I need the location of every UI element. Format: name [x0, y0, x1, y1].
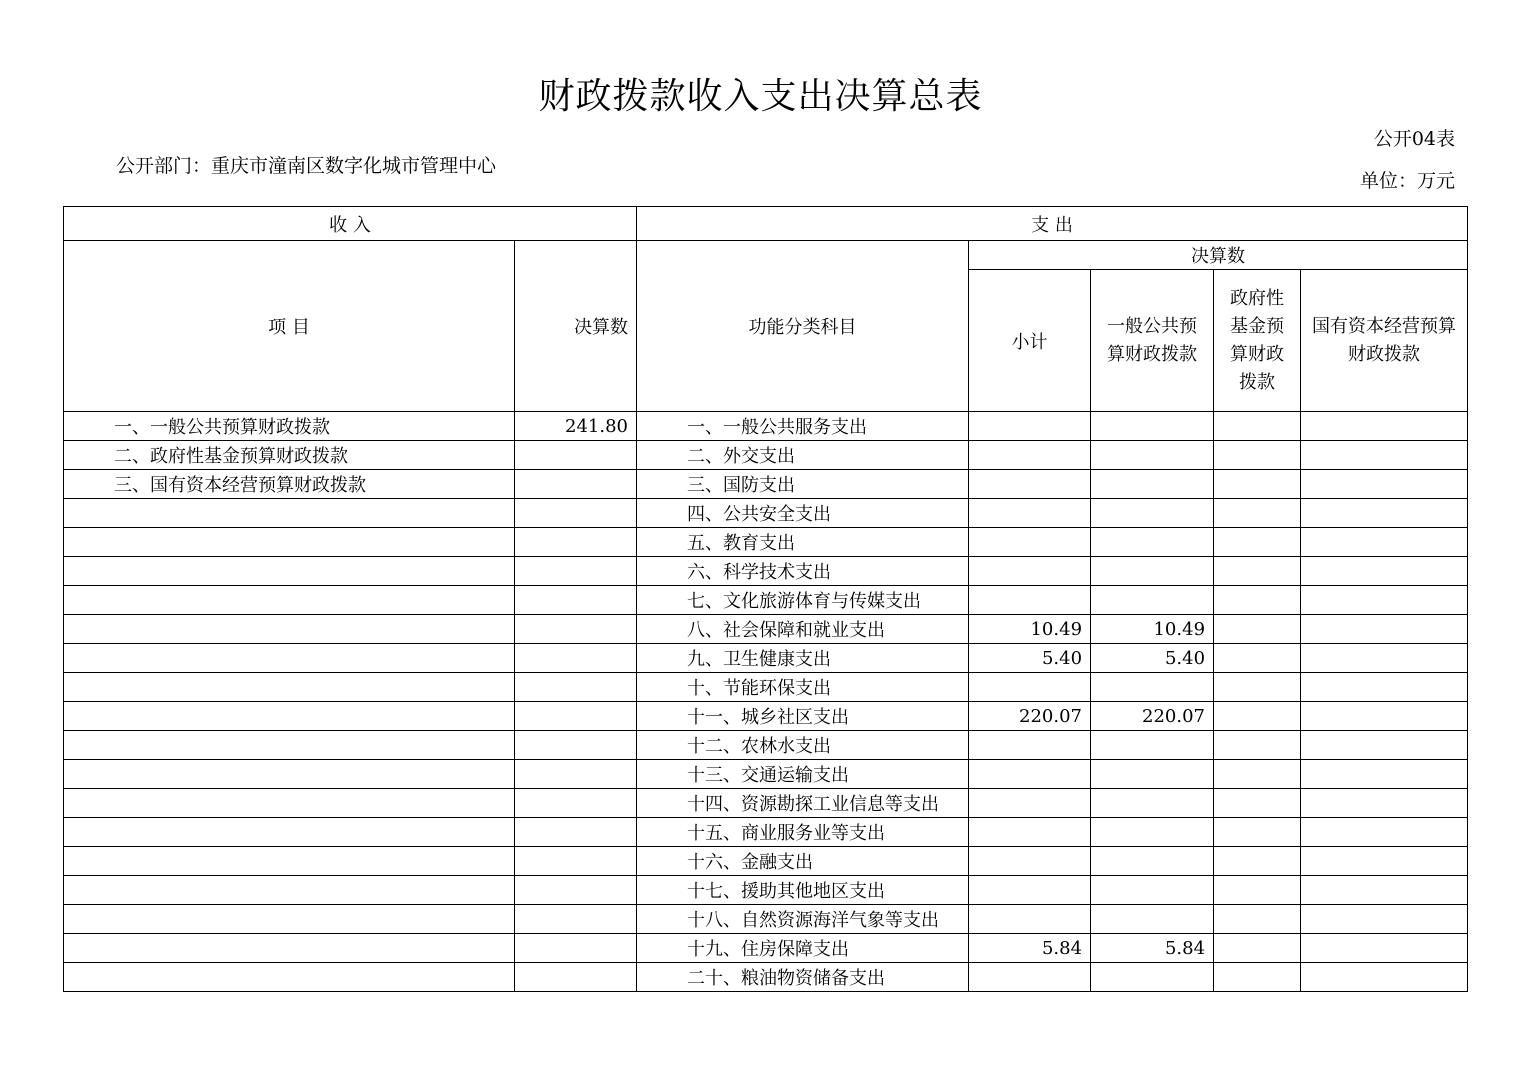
table-row — [64, 586, 1468, 615]
income-amount-header: 决算数 — [515, 241, 637, 412]
table-row — [64, 499, 1468, 528]
page-title: 财政拨款收入支出决算总表 — [538, 76, 983, 117]
income-amount-cell — [515, 963, 637, 992]
income-amount-cell — [515, 905, 637, 934]
state-capital-cell — [1301, 586, 1468, 615]
general-budget-header: 一般公共预算财政拨款 — [1091, 270, 1214, 412]
function-category-cell: 一、一般公共服务支出 — [637, 412, 969, 441]
subtotal-cell — [969, 905, 1091, 934]
subtotal-cell — [969, 470, 1091, 499]
subtotal-cell — [969, 528, 1091, 557]
gov-fund-cell — [1214, 847, 1301, 876]
gov-fund-cell — [1214, 557, 1301, 586]
subtotal-cell — [969, 818, 1091, 847]
state-capital-cell — [1301, 557, 1468, 586]
function-category-cell: 十八、自然资源海洋气象等支出 — [637, 905, 969, 934]
gov-fund-cell — [1214, 499, 1301, 528]
general-budget-cell: 5.40 — [1091, 644, 1214, 673]
gov-fund-cell — [1214, 644, 1301, 673]
income-item-cell — [64, 934, 515, 963]
gov-fund-cell — [1214, 905, 1301, 934]
subtotal-cell — [969, 412, 1091, 441]
general-budget-cell — [1091, 470, 1214, 499]
income-item-cell — [64, 876, 515, 905]
gov-fund-cell — [1214, 528, 1301, 557]
function-category-cell: 七、文化旅游体育与传媒支出 — [637, 586, 969, 615]
gov-fund-cell — [1214, 963, 1301, 992]
general-budget-cell — [1091, 586, 1214, 615]
function-category-cell: 二十、粮油物资储备支出 — [637, 963, 969, 992]
final-amount-header: 决算数 — [969, 241, 1468, 270]
function-category-cell: 五、教育支出 — [637, 528, 969, 557]
gov-fund-cell — [1214, 441, 1301, 470]
subtotal-cell — [969, 586, 1091, 615]
subtotal-cell — [969, 441, 1091, 470]
gov-fund-cell — [1214, 818, 1301, 847]
state-capital-cell — [1301, 905, 1468, 934]
gov-fund-header: 政府性基金预算财政拨款 — [1214, 270, 1301, 412]
function-category-cell: 十四、资源勘探工业信息等支出 — [637, 789, 969, 818]
income-amount-cell — [515, 470, 637, 499]
general-budget-cell — [1091, 818, 1214, 847]
table-row — [64, 528, 1468, 557]
table-row — [64, 557, 1468, 586]
subtotal-header: 小计 — [969, 270, 1091, 412]
subtotal-cell — [969, 847, 1091, 876]
gov-fund-cell — [1214, 586, 1301, 615]
subtotal-cell — [969, 731, 1091, 760]
income-item-cell — [64, 673, 515, 702]
income-amount-cell — [515, 702, 637, 731]
income-header: 收 入 — [64, 207, 637, 241]
subtotal-cell — [969, 963, 1091, 992]
income-amount-cell — [515, 644, 637, 673]
table-row — [64, 963, 1468, 992]
table-row — [64, 876, 1468, 905]
income-item-cell — [64, 847, 515, 876]
table-row — [64, 905, 1468, 934]
income-amount-cell — [515, 876, 637, 905]
general-budget-cell — [1091, 673, 1214, 702]
income-item-cell — [64, 905, 515, 934]
income-item-cell — [64, 586, 515, 615]
function-category-cell: 十七、援助其他地区支出 — [637, 876, 969, 905]
general-budget-cell: 220.07 — [1091, 702, 1214, 731]
gov-fund-cell — [1214, 702, 1301, 731]
unit-label: 单位：万元 — [1359, 170, 1455, 192]
income-item-cell — [64, 499, 515, 528]
income-amount-cell: 241.80 — [515, 412, 637, 441]
general-budget-cell — [1091, 499, 1214, 528]
income-item-cell: 三、国有资本经营预算财政拨款 — [64, 470, 515, 499]
function-category-cell: 十三、交通运输支出 — [637, 760, 969, 789]
function-category-cell: 十五、商业服务业等支出 — [637, 818, 969, 847]
table-row — [64, 470, 1468, 499]
income-item-cell — [64, 702, 515, 731]
subtotal-cell — [969, 876, 1091, 905]
table-row — [64, 760, 1468, 789]
function-category-cell: 三、国防支出 — [637, 470, 969, 499]
general-budget-cell — [1091, 905, 1214, 934]
gov-fund-cell — [1214, 673, 1301, 702]
state-capital-cell — [1301, 644, 1468, 673]
income-amount-cell — [515, 557, 637, 586]
gov-fund-cell — [1214, 731, 1301, 760]
gov-fund-cell — [1214, 934, 1301, 963]
state-capital-cell — [1301, 789, 1468, 818]
general-budget-cell: 10.49 — [1091, 615, 1214, 644]
function-category-cell: 八、社会保障和就业支出 — [637, 615, 969, 644]
state-capital-cell — [1301, 441, 1468, 470]
state-capital-cell — [1301, 934, 1468, 963]
state-capital-cell — [1301, 731, 1468, 760]
table-row — [64, 412, 1468, 441]
table-row — [64, 847, 1468, 876]
table-row — [64, 818, 1468, 847]
table-row — [64, 789, 1468, 818]
function-category-cell: 九、卫生健康支出 — [637, 644, 969, 673]
income-amount-cell — [515, 818, 637, 847]
table-row — [64, 934, 1468, 963]
function-category-cell: 四、公共安全支出 — [637, 499, 969, 528]
function-category-cell: 二、外交支出 — [637, 441, 969, 470]
gov-fund-cell — [1214, 789, 1301, 818]
income-amount-cell — [515, 615, 637, 644]
gov-fund-cell — [1214, 470, 1301, 499]
general-budget-cell — [1091, 876, 1214, 905]
state-capital-cell — [1301, 499, 1468, 528]
function-category-cell: 十、节能环保支出 — [637, 673, 969, 702]
income-amount-cell — [515, 789, 637, 818]
income-item-cell — [64, 963, 515, 992]
state-capital-cell — [1301, 876, 1468, 905]
expense-header: 支 出 — [637, 207, 1468, 241]
state-capital-header: 国有资本经营预算财政拨款 — [1301, 270, 1468, 412]
income-amount-cell — [515, 934, 637, 963]
general-budget-cell: 5.84 — [1091, 934, 1214, 963]
subtotal-cell — [969, 557, 1091, 586]
state-capital-cell — [1301, 818, 1468, 847]
gov-fund-cell — [1214, 876, 1301, 905]
income-item-cell: 一、一般公共预算财政拨款 — [64, 412, 515, 441]
income-amount-cell — [515, 499, 637, 528]
table-row — [64, 702, 1468, 731]
function-category-cell: 十九、住房保障支出 — [637, 934, 969, 963]
function-category-cell: 六、科学技术支出 — [637, 557, 969, 586]
state-capital-cell — [1301, 847, 1468, 876]
state-capital-cell — [1301, 528, 1468, 557]
state-capital-cell — [1301, 673, 1468, 702]
income-item-cell — [64, 528, 515, 557]
general-budget-cell — [1091, 731, 1214, 760]
income-item-cell — [64, 818, 515, 847]
table-row — [64, 615, 1468, 644]
subtotal-cell: 220.07 — [969, 702, 1091, 731]
table-row — [64, 731, 1468, 760]
function-category-cell: 十二、农林水支出 — [637, 731, 969, 760]
general-budget-cell — [1091, 760, 1214, 789]
gov-fund-cell — [1214, 615, 1301, 644]
subtotal-cell — [969, 789, 1091, 818]
income-item-cell: 二、政府性基金预算财政拨款 — [64, 441, 515, 470]
state-capital-cell — [1301, 963, 1468, 992]
state-capital-cell — [1301, 615, 1468, 644]
income-amount-cell — [515, 441, 637, 470]
function-category-cell: 十六、金融支出 — [637, 847, 969, 876]
general-budget-cell — [1091, 557, 1214, 586]
form-number: 公开04表 — [1373, 128, 1455, 150]
general-budget-cell — [1091, 789, 1214, 818]
income-item-cell — [64, 644, 515, 673]
subtotal-cell: 5.84 — [969, 934, 1091, 963]
department-label: 公开部门：重庆市潼南区数字化城市管理中心 — [116, 155, 497, 177]
income-item-cell — [64, 731, 515, 760]
subtotal-cell — [969, 760, 1091, 789]
gov-fund-cell — [1214, 412, 1301, 441]
state-capital-cell — [1301, 760, 1468, 789]
subtotal-cell: 5.40 — [969, 644, 1091, 673]
income-amount-cell — [515, 528, 637, 557]
income-item-cell — [64, 615, 515, 644]
income-amount-cell — [515, 760, 637, 789]
subtotal-cell: 10.49 — [969, 615, 1091, 644]
item-header: 项 目 — [64, 241, 515, 412]
income-item-cell — [64, 557, 515, 586]
general-budget-cell — [1091, 441, 1214, 470]
table-row — [64, 673, 1468, 702]
table-row — [64, 441, 1468, 470]
state-capital-cell — [1301, 702, 1468, 731]
table-row — [64, 644, 1468, 673]
subtotal-cell — [969, 499, 1091, 528]
function-category-header: 功能分类科目 — [637, 241, 969, 412]
subtotal-cell — [969, 673, 1091, 702]
function-category-cell: 十一、城乡社区支出 — [637, 702, 969, 731]
income-amount-cell — [515, 847, 637, 876]
income-amount-cell — [515, 673, 637, 702]
budget-table — [63, 206, 1468, 992]
income-item-cell — [64, 760, 515, 789]
general-budget-cell — [1091, 412, 1214, 441]
general-budget-cell — [1091, 528, 1214, 557]
state-capital-cell — [1301, 412, 1468, 441]
general-budget-cell — [1091, 963, 1214, 992]
income-amount-cell — [515, 731, 637, 760]
state-capital-cell — [1301, 470, 1468, 499]
gov-fund-cell — [1214, 760, 1301, 789]
income-item-cell — [64, 789, 515, 818]
general-budget-cell — [1091, 847, 1214, 876]
income-amount-cell — [515, 586, 637, 615]
